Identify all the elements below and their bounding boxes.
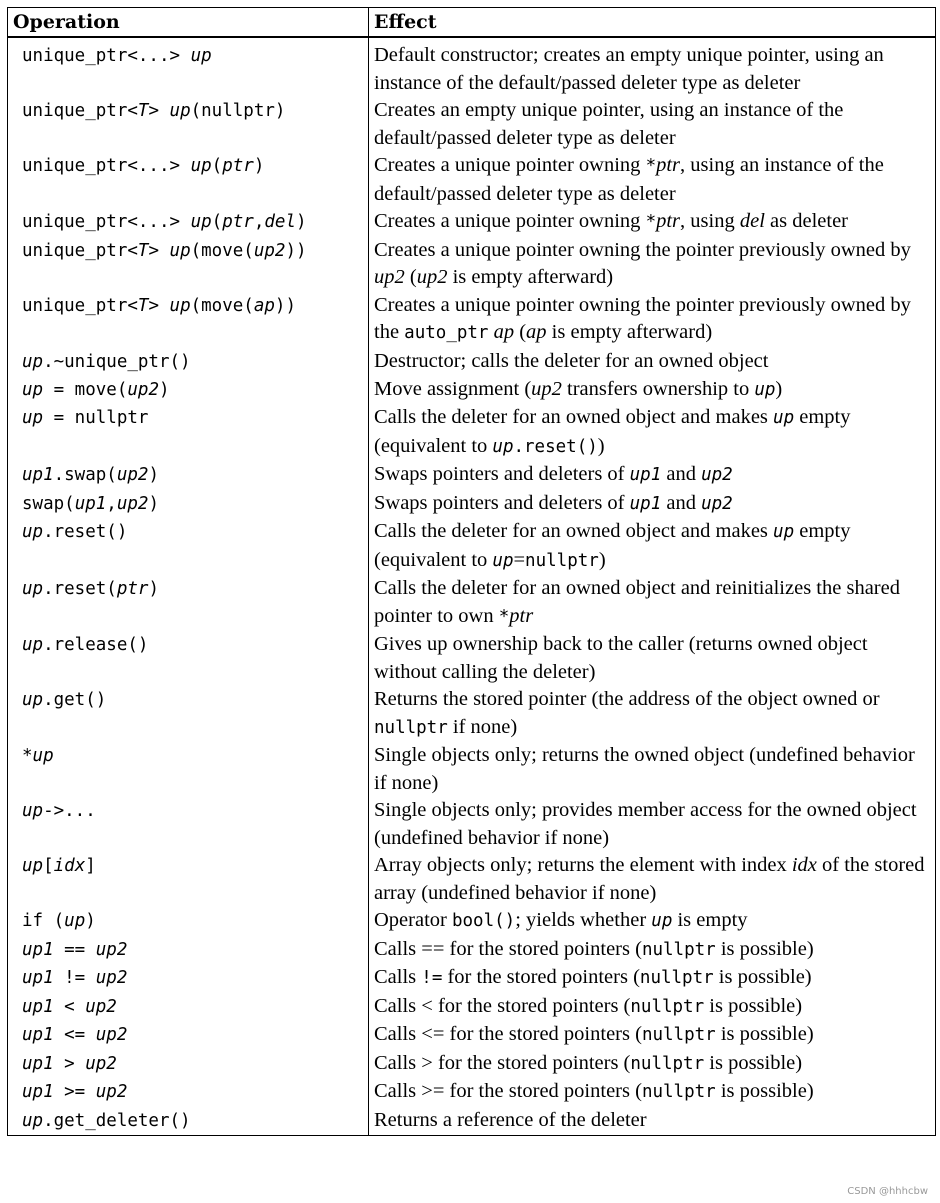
table-row [8, 575, 936, 631]
eff-text-segment: up1 [629, 465, 662, 485]
op-text-segment: == [53, 939, 96, 960]
operation-cell [8, 292, 369, 348]
op-text-segment: (move( [190, 295, 254, 316]
op-text-segment: up2 [127, 379, 159, 400]
op-text-segment: != [53, 968, 96, 988]
eff-text-segment: idx [791, 854, 817, 876]
op-text-segment: < [53, 996, 86, 1017]
eff-text-segment: ) [775, 377, 783, 400]
eff-text-segment: empty (equivalent to [374, 406, 851, 457]
op-text-segment: (nullptr) [190, 101, 286, 121]
eff-text-segment: up2 [374, 266, 405, 288]
op-text-segment: up [22, 408, 44, 428]
operation-cell [8, 404, 369, 461]
op-text-segment: <= [53, 1025, 96, 1045]
eff-text-segment: up [754, 379, 776, 400]
operation-cell [8, 376, 369, 405]
eff-text-segment: Creates a unique pointer owning the pointer previously owned by the [374, 293, 911, 343]
op-text-segment: up2 [253, 240, 286, 261]
effect-cell [369, 1078, 936, 1107]
eff-text-segment: up [492, 436, 514, 457]
op-text-segment: ptr [116, 579, 149, 599]
table-row [8, 37, 936, 97]
operation-cell [8, 152, 369, 208]
eff-text-segment: Calls [374, 966, 422, 988]
op-text-segment: up2 [85, 996, 117, 1017]
op-text-segment: (move( [190, 240, 254, 261]
table-body [8, 37, 936, 1135]
table-row [8, 686, 936, 742]
op-text-segment: up [169, 295, 191, 316]
op-text-segment: ] [85, 856, 96, 876]
op-text-segment: up2 [116, 493, 149, 514]
op-text-segment: > [148, 240, 170, 261]
table-header-row [8, 8, 936, 38]
op-text-segment: up1 [22, 968, 54, 988]
eff-text-segment: Single objects only; returns the owned object (undefined behavior if none) [374, 744, 915, 794]
eff-text-segment: nullptr [641, 939, 716, 960]
effect-cell [369, 1050, 936, 1079]
op-text-segment: .swap( [53, 465, 117, 485]
eff-text-segment: Gives up ownership back to the caller (returns owned object without calling the deleter) [374, 633, 868, 683]
effect-cell [369, 852, 936, 907]
op-text-segment: up [22, 351, 44, 372]
op-text-segment: * [22, 746, 33, 766]
effect-cell [369, 348, 936, 376]
eff-text-segment: up1 [629, 493, 662, 514]
op-text-segment: .get() [43, 690, 107, 710]
effect-cell [369, 964, 936, 993]
effect-cell [369, 97, 936, 152]
op-text-segment: .get_deleter() [43, 1110, 191, 1131]
operation-cell [8, 1078, 369, 1107]
table-row [8, 852, 936, 907]
effect-cell [369, 376, 936, 405]
table-row [8, 993, 936, 1022]
op-text-segment: T [137, 295, 149, 316]
op-text-segment: = nullptr [43, 408, 149, 428]
table-row [8, 936, 936, 965]
eff-text-segment: ptr [509, 604, 534, 627]
eff-text-segment: auto_ptr [404, 323, 489, 343]
table-row [8, 152, 936, 208]
eff-text-segment: up2 [701, 465, 733, 485]
eff-text-segment: ap [526, 321, 547, 343]
eff-text-segment: up [773, 522, 795, 542]
op-text-segment: up2 [85, 1053, 117, 1074]
op-text-segment: [ [43, 856, 54, 876]
eff-text-segment: != [421, 968, 443, 988]
eff-text-segment: up2 [416, 266, 448, 288]
effect-cell [369, 461, 936, 490]
op-text-segment: up2 [95, 1082, 128, 1102]
eff-text-segment: = [513, 548, 526, 571]
operation-column-header: Operation [8, 8, 369, 38]
op-text-segment: del [264, 212, 296, 232]
op-text-segment: up [169, 240, 191, 261]
eff-text-segment: as deleter [764, 210, 848, 232]
table-row [8, 518, 936, 575]
eff-text-segment: Default constructor; creates an empty unique pointer, using an instance of the default/passed deleter type as deleter [374, 44, 884, 94]
op-text-segment: ptr [222, 156, 254, 176]
eff-text-segment: up2 [701, 493, 733, 514]
op-text-segment: > [53, 1053, 86, 1074]
effect-cell [369, 208, 936, 237]
operation-cell [8, 907, 369, 936]
eff-text-segment: Returns the stored pointer (the address of the object owned or [374, 688, 880, 710]
eff-text-segment: Array objects only; returns the element with index [374, 854, 792, 876]
effect-column-header: Effect [369, 8, 936, 38]
operation-cell [8, 964, 369, 993]
operation-cell [8, 237, 369, 292]
eff-text-segment: ( [514, 321, 527, 343]
eff-text-segment: up [651, 911, 673, 931]
eff-text-segment: Move assignment ( [374, 377, 532, 400]
table-row [8, 1021, 936, 1050]
eff-text-segment: ) [597, 434, 605, 457]
op-text-segment: unique_ptr<...> [22, 156, 191, 176]
eff-text-segment: empty (equivalent to [374, 520, 851, 571]
op-text-segment: ) [148, 493, 159, 514]
eff-text-segment: up [773, 408, 795, 428]
effect-cell [369, 742, 936, 797]
op-text-segment: up [64, 911, 86, 931]
eff-text-segment: and [661, 463, 702, 485]
eff-text-segment: Calls >= for the stored pointers ( [374, 1080, 642, 1102]
op-text-segment: up1 [22, 996, 54, 1017]
eff-text-segment: for the stored pointers ( [442, 966, 640, 988]
eff-text-segment: if none) [447, 715, 518, 738]
op-text-segment: up [32, 746, 54, 766]
table-row [8, 208, 936, 237]
op-text-segment: unique_ptr< [22, 240, 138, 261]
eff-text-segment: Swaps pointers and deleters of [374, 463, 630, 485]
eff-text-segment: Calls the deleter for an owned object and reinitializes the shared pointer to own [374, 577, 900, 627]
op-text-segment: up1 [22, 939, 54, 960]
operation-cell [8, 1050, 369, 1079]
op-text-segment: up1 [74, 493, 107, 514]
table-row [8, 1050, 936, 1079]
eff-text-segment: and [661, 491, 702, 514]
op-text-segment: up2 [95, 968, 128, 988]
operation-cell [8, 461, 369, 490]
op-text-segment: unique_ptr< [22, 295, 138, 316]
table-row [8, 461, 936, 490]
eff-text-segment: Returns a reference of the deleter [374, 1108, 647, 1131]
eff-text-segment: nullptr [374, 717, 448, 738]
effect-cell [369, 575, 936, 631]
op-text-segment: up [22, 856, 44, 876]
op-text-segment: idx [53, 856, 86, 876]
eff-text-segment: Creates a unique pointer owning [374, 154, 646, 176]
eff-text-segment: ptr [656, 154, 681, 176]
eff-text-segment: nullptr [641, 1025, 716, 1045]
effect-cell [369, 631, 936, 686]
operation-cell [8, 97, 369, 152]
table-row [8, 1078, 936, 1107]
watermark: CSDN @hhhcbw [847, 1186, 928, 1197]
eff-text-segment: Swaps pointers and deleters of [374, 491, 630, 514]
effect-cell [369, 292, 936, 348]
op-text-segment: up [190, 46, 212, 66]
eff-text-segment: Calls < for the stored pointers ( [374, 994, 631, 1017]
op-text-segment: >= [53, 1082, 96, 1102]
eff-text-segment: up [492, 550, 514, 571]
operation-cell [8, 993, 369, 1022]
op-text-segment: T [137, 240, 149, 261]
eff-text-segment: Calls the deleter for an owned object and makes [374, 520, 774, 542]
op-text-segment: , [253, 212, 265, 232]
effect-cell [369, 1107, 936, 1136]
operation-cell [8, 575, 369, 631]
eff-text-segment: ap [493, 321, 515, 343]
table-row [8, 631, 936, 686]
operation-cell [8, 686, 369, 742]
eff-text-segment: is empty afterward) [447, 266, 614, 288]
op-text-segment: > [148, 295, 170, 316]
op-text-segment: up1 [22, 465, 54, 485]
eff-text-segment: is possible) [715, 1023, 814, 1045]
eff-text-segment: Creates a unique pointer owning [374, 210, 646, 232]
eff-text-segment: is possible) [715, 937, 814, 960]
eff-text-segment: nullptr [639, 968, 714, 988]
op-text-segment: .reset() [43, 522, 128, 542]
op-text-segment: > [148, 101, 170, 121]
operation-cell [8, 348, 369, 376]
effect-cell [369, 907, 936, 936]
op-text-segment: up2 [116, 465, 149, 485]
effect-cell [369, 518, 936, 575]
eff-text-segment: ( [404, 266, 417, 288]
eff-text-segment: ptr [656, 210, 681, 232]
op-text-segment: up [190, 156, 212, 176]
op-text-segment: up1 [22, 1025, 54, 1045]
operation-cell [8, 490, 369, 519]
op-text-segment: .release() [43, 635, 149, 655]
op-text-segment: ( [211, 156, 223, 176]
op-text-segment: T [137, 101, 149, 121]
effect-cell [369, 686, 936, 742]
op-text-segment: up [22, 801, 44, 821]
effect-cell [369, 37, 936, 97]
op-text-segment: ptr [222, 212, 254, 232]
eff-text-segment: , using an instance of the default/passed deleter type as deleter [374, 154, 884, 205]
eff-text-segment: is empty [672, 909, 748, 931]
op-text-segment: ) [295, 212, 307, 232]
table-row [8, 1107, 936, 1136]
op-text-segment: if ( [22, 911, 65, 931]
table-row [8, 797, 936, 852]
effect-cell [369, 936, 936, 965]
op-text-segment: ) [253, 156, 265, 176]
eff-text-segment: ) [598, 548, 606, 571]
effect-cell [369, 237, 936, 292]
eff-text-segment: Calls the deleter for an owned object and makes [374, 406, 774, 428]
op-text-segment: , [106, 493, 117, 514]
effect-cell [369, 993, 936, 1022]
eff-text-segment: is possible) [704, 1051, 803, 1074]
table-row [8, 964, 936, 993]
op-text-segment: up2 [95, 939, 128, 960]
op-text-segment: ) [148, 579, 159, 599]
operation-cell [8, 37, 369, 97]
op-text-segment: .~unique_ptr() [43, 351, 191, 372]
operation-cell [8, 631, 369, 686]
table-row [8, 292, 936, 348]
eff-text-segment: Operator [374, 909, 452, 931]
effect-cell [369, 152, 936, 208]
op-text-segment: = move( [43, 379, 128, 400]
op-text-segment: unique_ptr<...> [22, 46, 191, 66]
table-row [8, 348, 936, 376]
table-row [8, 907, 936, 936]
table-row [8, 490, 936, 519]
operation-cell [8, 797, 369, 852]
op-text-segment: up [22, 579, 44, 599]
eff-text-segment: nullptr [630, 1053, 705, 1074]
eff-text-segment: is possible) [713, 966, 812, 988]
eff-text-segment: of the stored array (undefined behavior if none) [374, 854, 925, 904]
op-text-segment: )) [274, 295, 296, 316]
table-row [8, 376, 936, 405]
eff-text-segment: is possible) [704, 994, 803, 1017]
eff-text-segment: Creates a unique pointer owning the pointer previously owned by [374, 238, 911, 261]
eff-text-segment: nullptr [641, 1082, 716, 1102]
eff-text-segment: Destructor; calls the deleter for an owned object [374, 349, 769, 372]
op-text-segment: up2 [95, 1025, 128, 1045]
operation-cell [8, 1021, 369, 1050]
eff-text-segment: * [498, 606, 510, 627]
eff-text-segment: Single objects only; provides member access for the owned object (undefined behavior if none) [374, 799, 917, 849]
eff-text-segment: Calls <= for the stored pointers ( [374, 1023, 642, 1045]
op-text-segment: up [22, 635, 44, 655]
effect-cell [369, 797, 936, 852]
op-text-segment: unique_ptr<...> [22, 212, 191, 232]
eff-text-segment: bool() [451, 911, 516, 931]
eff-text-segment: Creates an empty unique pointer, using an instance of the default/passed deleter type as deleter [374, 99, 844, 149]
op-text-segment: unique_ptr< [22, 101, 138, 121]
eff-text-segment: is empty afterward) [546, 321, 713, 343]
eff-text-segment: transfers ownership to [561, 377, 755, 400]
table-row [8, 237, 936, 292]
op-text-segment: up [22, 379, 44, 400]
effect-cell [369, 404, 936, 461]
unique-ptr-operations-table [7, 7, 936, 1136]
op-text-segment: ->... [43, 801, 96, 821]
operation-cell [8, 208, 369, 237]
eff-text-segment: up2 [531, 377, 562, 400]
eff-text-segment: nullptr [630, 996, 705, 1017]
op-text-segment: up [169, 101, 191, 121]
effect-cell [369, 490, 936, 519]
op-text-segment: up1 [22, 1082, 54, 1102]
eff-text-segment: .reset() [513, 436, 598, 457]
op-text-segment: .reset( [43, 579, 117, 599]
operation-cell [8, 1107, 369, 1136]
table-row [8, 404, 936, 461]
op-text-segment: up1 [22, 1053, 54, 1074]
op-text-segment: ap [253, 295, 275, 316]
eff-text-segment: del [739, 210, 765, 232]
table-row [8, 97, 936, 152]
operation-cell [8, 852, 369, 907]
table-row [8, 742, 936, 797]
op-text-segment: up [22, 1110, 44, 1131]
op-text-segment: up [22, 522, 44, 542]
op-text-segment: up [22, 690, 44, 710]
effect-cell [369, 1021, 936, 1050]
op-text-segment: ) [148, 465, 159, 485]
eff-text-segment: ; yields whether [515, 909, 652, 931]
operation-cell [8, 936, 369, 965]
op-text-segment: ) [85, 911, 96, 931]
operation-cell [8, 518, 369, 575]
eff-text-segment: nullptr [525, 550, 599, 571]
op-text-segment: swap( [22, 493, 75, 514]
op-text-segment: ) [158, 379, 170, 400]
eff-text-segment: * [645, 212, 657, 232]
eff-text-segment: , using [680, 210, 740, 232]
operation-cell [8, 742, 369, 797]
op-text-segment: )) [285, 240, 307, 261]
operations-table-page [7, 7, 935, 1136]
eff-text-segment: is possible) [715, 1080, 814, 1102]
eff-text-segment: Calls > for the stored pointers ( [374, 1051, 631, 1074]
eff-text-segment: Calls == for the stored pointers ( [374, 937, 642, 960]
op-text-segment: ( [211, 212, 223, 232]
op-text-segment: up [190, 212, 212, 232]
eff-text-segment: * [645, 156, 657, 176]
